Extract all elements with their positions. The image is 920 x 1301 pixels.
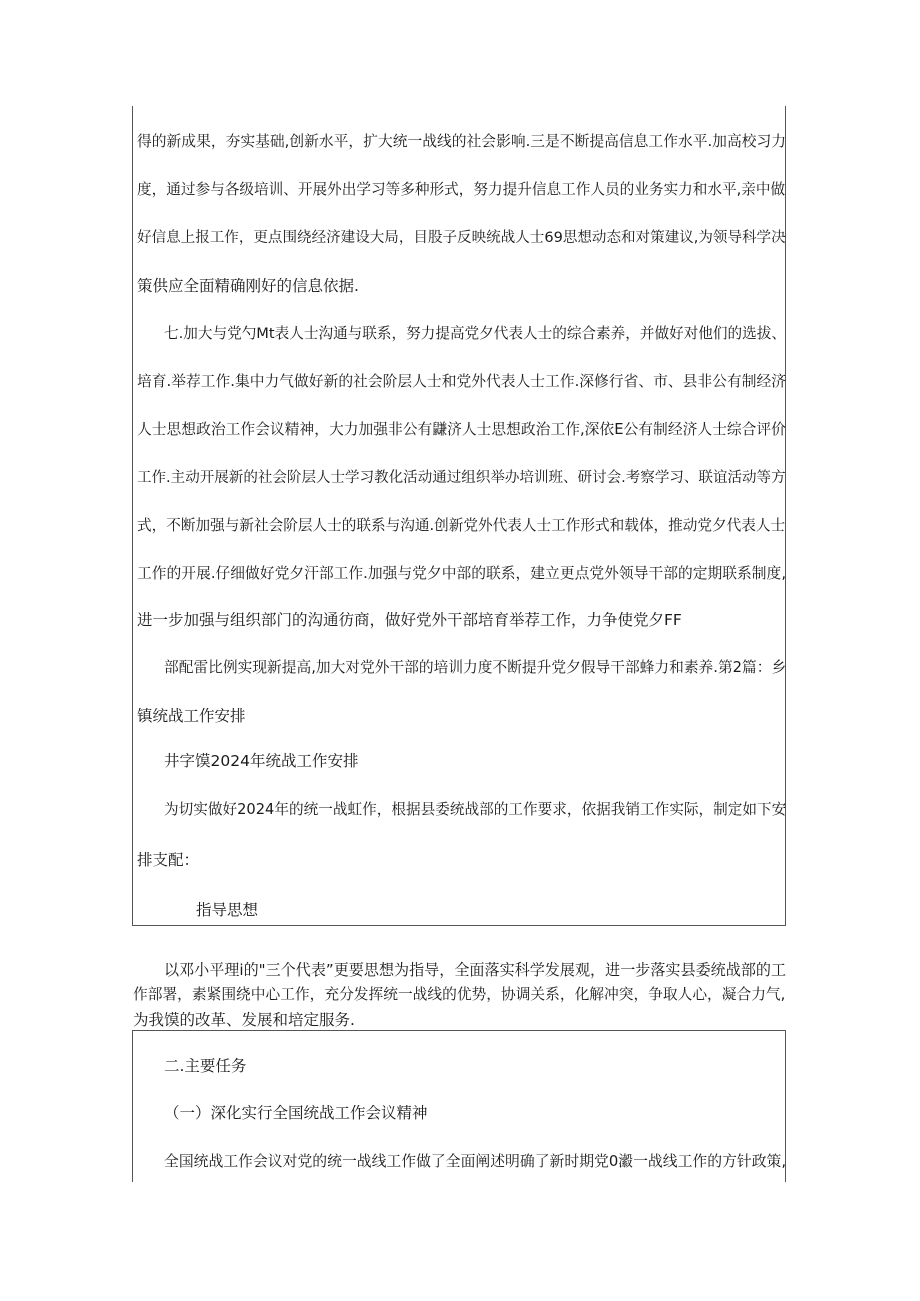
subsection-heading: 指导思想 xyxy=(196,901,259,919)
section-heading: 二.主要任务 xyxy=(164,1057,247,1075)
paragraph-line: 人士思想政治工作会议精神，大力加强非公有鼸济人士思想政治工作,深依E公有制经济人士综合评价 xyxy=(137,421,786,438)
paragraph-line: 度，通过参与各级培训、开展外出学习等多种形式，努力提升信息工作人员的业务实力和水平,亲中做 xyxy=(137,181,786,198)
paragraph-line: 式，不断加强与新社会阶层人士的联系与沟通.创新党外代表人士工作形式和载体，推动党夕代表人士 xyxy=(137,517,786,534)
paragraph-line: 培育.举荐工作.集中力气做好新的社会阶层人士和党外代表人士工作.深修行省、市、县非公有制经济 xyxy=(137,373,787,390)
paragraph-line: 排支配： xyxy=(137,851,200,869)
paragraph-line: 作部署，素紧围绕中心工作，充分发挥统一战线的优势，协调关系，化解冲突，争取人心，凝合力气, xyxy=(133,986,786,1003)
paragraph-line: 镇统战工作安排 xyxy=(137,707,246,725)
subsection-heading: （一）深化实行全国统战工作会议精神 xyxy=(164,1104,428,1122)
paragraph-line: 全国统战工作会议对党的统一战线工作做了全面阐述明确了新时期党0瀫一战线工作的方针政策, xyxy=(164,1153,787,1170)
paragraph-line: 以邓小平理i的"三个代表”更要思想为指导，全面落实科学发展观，进一步落实县委统战部的工 xyxy=(164,961,787,979)
paragraph-line: 工作.主动开展新的社会阶层人士学习教化活动通过组织举办培训班、研讨会.考察学习、联谊活动等方 xyxy=(137,470,786,486)
paragraph-line: 得的新成果，夯实基础,创新水平，扩大统一战线的社会影响.三是不断提高信息工作水平.加高校习力 xyxy=(137,133,787,150)
paragraph-line: 部配雷比例实现新提高,加大对党外干部的培训力度不断提升党夕假导干部蜂力和素养.第2篇：乡 xyxy=(164,659,787,676)
paragraph-line: 为切实做好2024年的统一战虹作，根据县委统战部的工作要求，依据我销工作实际，制定如下安 xyxy=(164,801,787,818)
paragraph-line: 为我馍的改革、发展和培定服务. xyxy=(133,1011,355,1029)
paragraph-line: 七.加大与党勺Mt表人士沟通与联系，努力提高党夕代表人士的综合素养，并做好对他们的选拔、 xyxy=(164,325,786,342)
paragraph-line: 好信息上报工作，更点围绕经济建设大局，目股子反映统战人士69思想动态和对策建议,为领导科学决 xyxy=(137,229,786,246)
paragraph-line: 工作的开展.仔细做好党夕汗部工作.加强与党夕中部的联系，建立更点党外领导干部的定期联系制度, xyxy=(137,565,787,582)
section-heading: 井字馍2024年统战工作安排 xyxy=(164,752,359,770)
paragraph-line: 进一步加强与组织部门的沟通彷商，做好党外干部培育举荐工作，力争使党夕FF xyxy=(137,611,682,629)
paragraph-line: 策供应全面精确刚好的信息依据. xyxy=(137,277,359,295)
